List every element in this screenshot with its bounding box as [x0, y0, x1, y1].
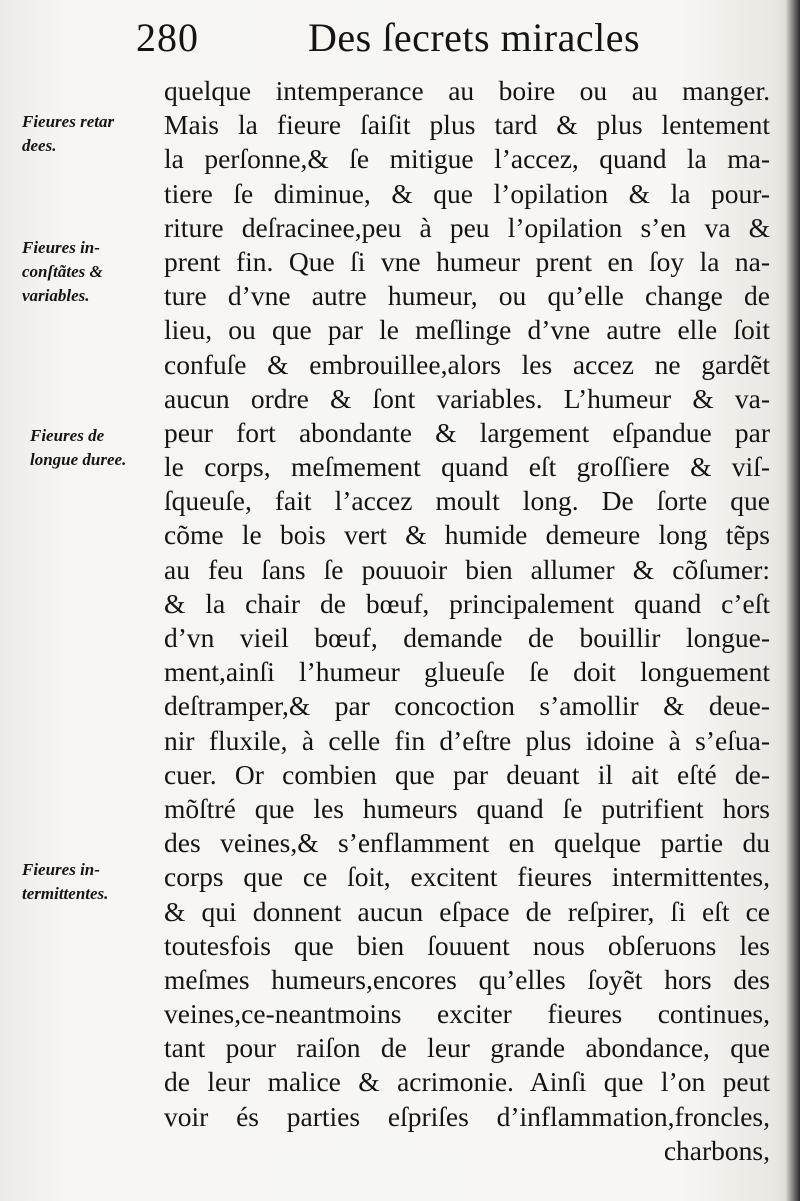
text-line: & qui donnent aucun eſpace de reſpirer, ſi eſt ce	[164, 895, 770, 927]
margin-note-intermittentes: Fieures in- termittentes.	[22, 860, 109, 903]
text-line: peur fort abondante & largement eſpandue par	[164, 416, 770, 448]
text-line: charbons,	[663, 1134, 770, 1166]
body-text	[164, 74, 770, 1168]
text-line: quelque intemperance au boire ou au manger.	[164, 75, 770, 106]
text-line: cõme le bois vert & humide demeure long tẽps	[164, 519, 770, 551]
running-title: Des ſecrets miracles	[308, 15, 641, 60]
text-line: corps que ce ſoit, excitent fieures intermittentes,	[164, 861, 770, 893]
text-line: confuſe & embrouillee,alors les accez ne gardẽt	[164, 348, 770, 380]
text-line: au feu ſans ſe pouuoir bien allumer & cõſumer:	[164, 553, 770, 585]
text-line: de leur malice & acrimonie. Ainſi que l’on peut	[164, 1066, 770, 1098]
page-number: 280	[136, 15, 199, 60]
text-line: meſmes humeurs,encores qu’elles ſoyẽt hors des	[164, 963, 770, 995]
text-line: toutesfois que bien ſouuent nous obſeruons les	[164, 929, 770, 961]
text-line: & la chair de bœuf, principalement quand c’eſt	[164, 587, 770, 619]
text-line: voir és parties eſpriſes d’inflammation,froncles,	[164, 1100, 770, 1132]
text-line: Mais la fieure ſaiſit plus tard & plus lentement	[164, 109, 770, 141]
text-line: ment,ainſi l’humeur glueuſe ſe doit longuement	[164, 656, 770, 688]
text-line: tiere ſe diminue, & que l’opilation & la pour-	[164, 177, 770, 209]
text-line: d’vn vieil bœuf, demande de bouillir longue-	[164, 622, 770, 653]
text-line: mõſtré que les humeurs quand ſe putrifient hors	[164, 792, 770, 824]
text-line: la perſonne,& ſe mitigue l’accez, quand la ma-	[164, 143, 770, 175]
text-line: lieu, ou que par le meſlinge d’vne autre elle ſoit	[164, 314, 770, 346]
text-line: des veines,& s’enflamment en quelque partie du	[164, 827, 770, 859]
text-line: veines,ce-neantmoins exciter fieures continues,	[164, 998, 770, 1030]
text-line: le corps, meſmement quand eſt groſſiere & viſ-	[164, 451, 770, 483]
text-line: aucun ordre & ſont variables. L’humeur & va-	[164, 382, 770, 414]
text-line: riture deſracinee,peu à peu l’opilation s’en va &	[164, 211, 770, 243]
text-line: ture d’vne autre humeur, ou qu’elle change de	[164, 280, 770, 312]
text-line: tant pour raiſon de leur grande abondance, que	[164, 1032, 770, 1064]
margin-note-retardees: Fieures retar dees.	[22, 112, 115, 155]
text-line: nir fluxile, à celle fin d’eſtre plus idoine à s’eſua-	[164, 724, 770, 756]
text-line: prent fin. Que ſi vne humeur prent en ſoy la na-	[164, 245, 770, 277]
margin-note-longue-duree: Fieures de longue duree.	[30, 426, 127, 469]
text-line: cuer. Or combien que par deuant il ait eſté de-	[164, 758, 770, 790]
text-line: ſqueuſe, fait l’accez moult long. De ſorte que	[164, 485, 770, 517]
text-line: deſtramper,& par concoction s’amollir & deue-	[164, 690, 770, 722]
margin-note-inconstantes: Fieures in- conſtãtes & variables.	[22, 238, 103, 305]
page-edge-shadow	[786, 0, 800, 1201]
